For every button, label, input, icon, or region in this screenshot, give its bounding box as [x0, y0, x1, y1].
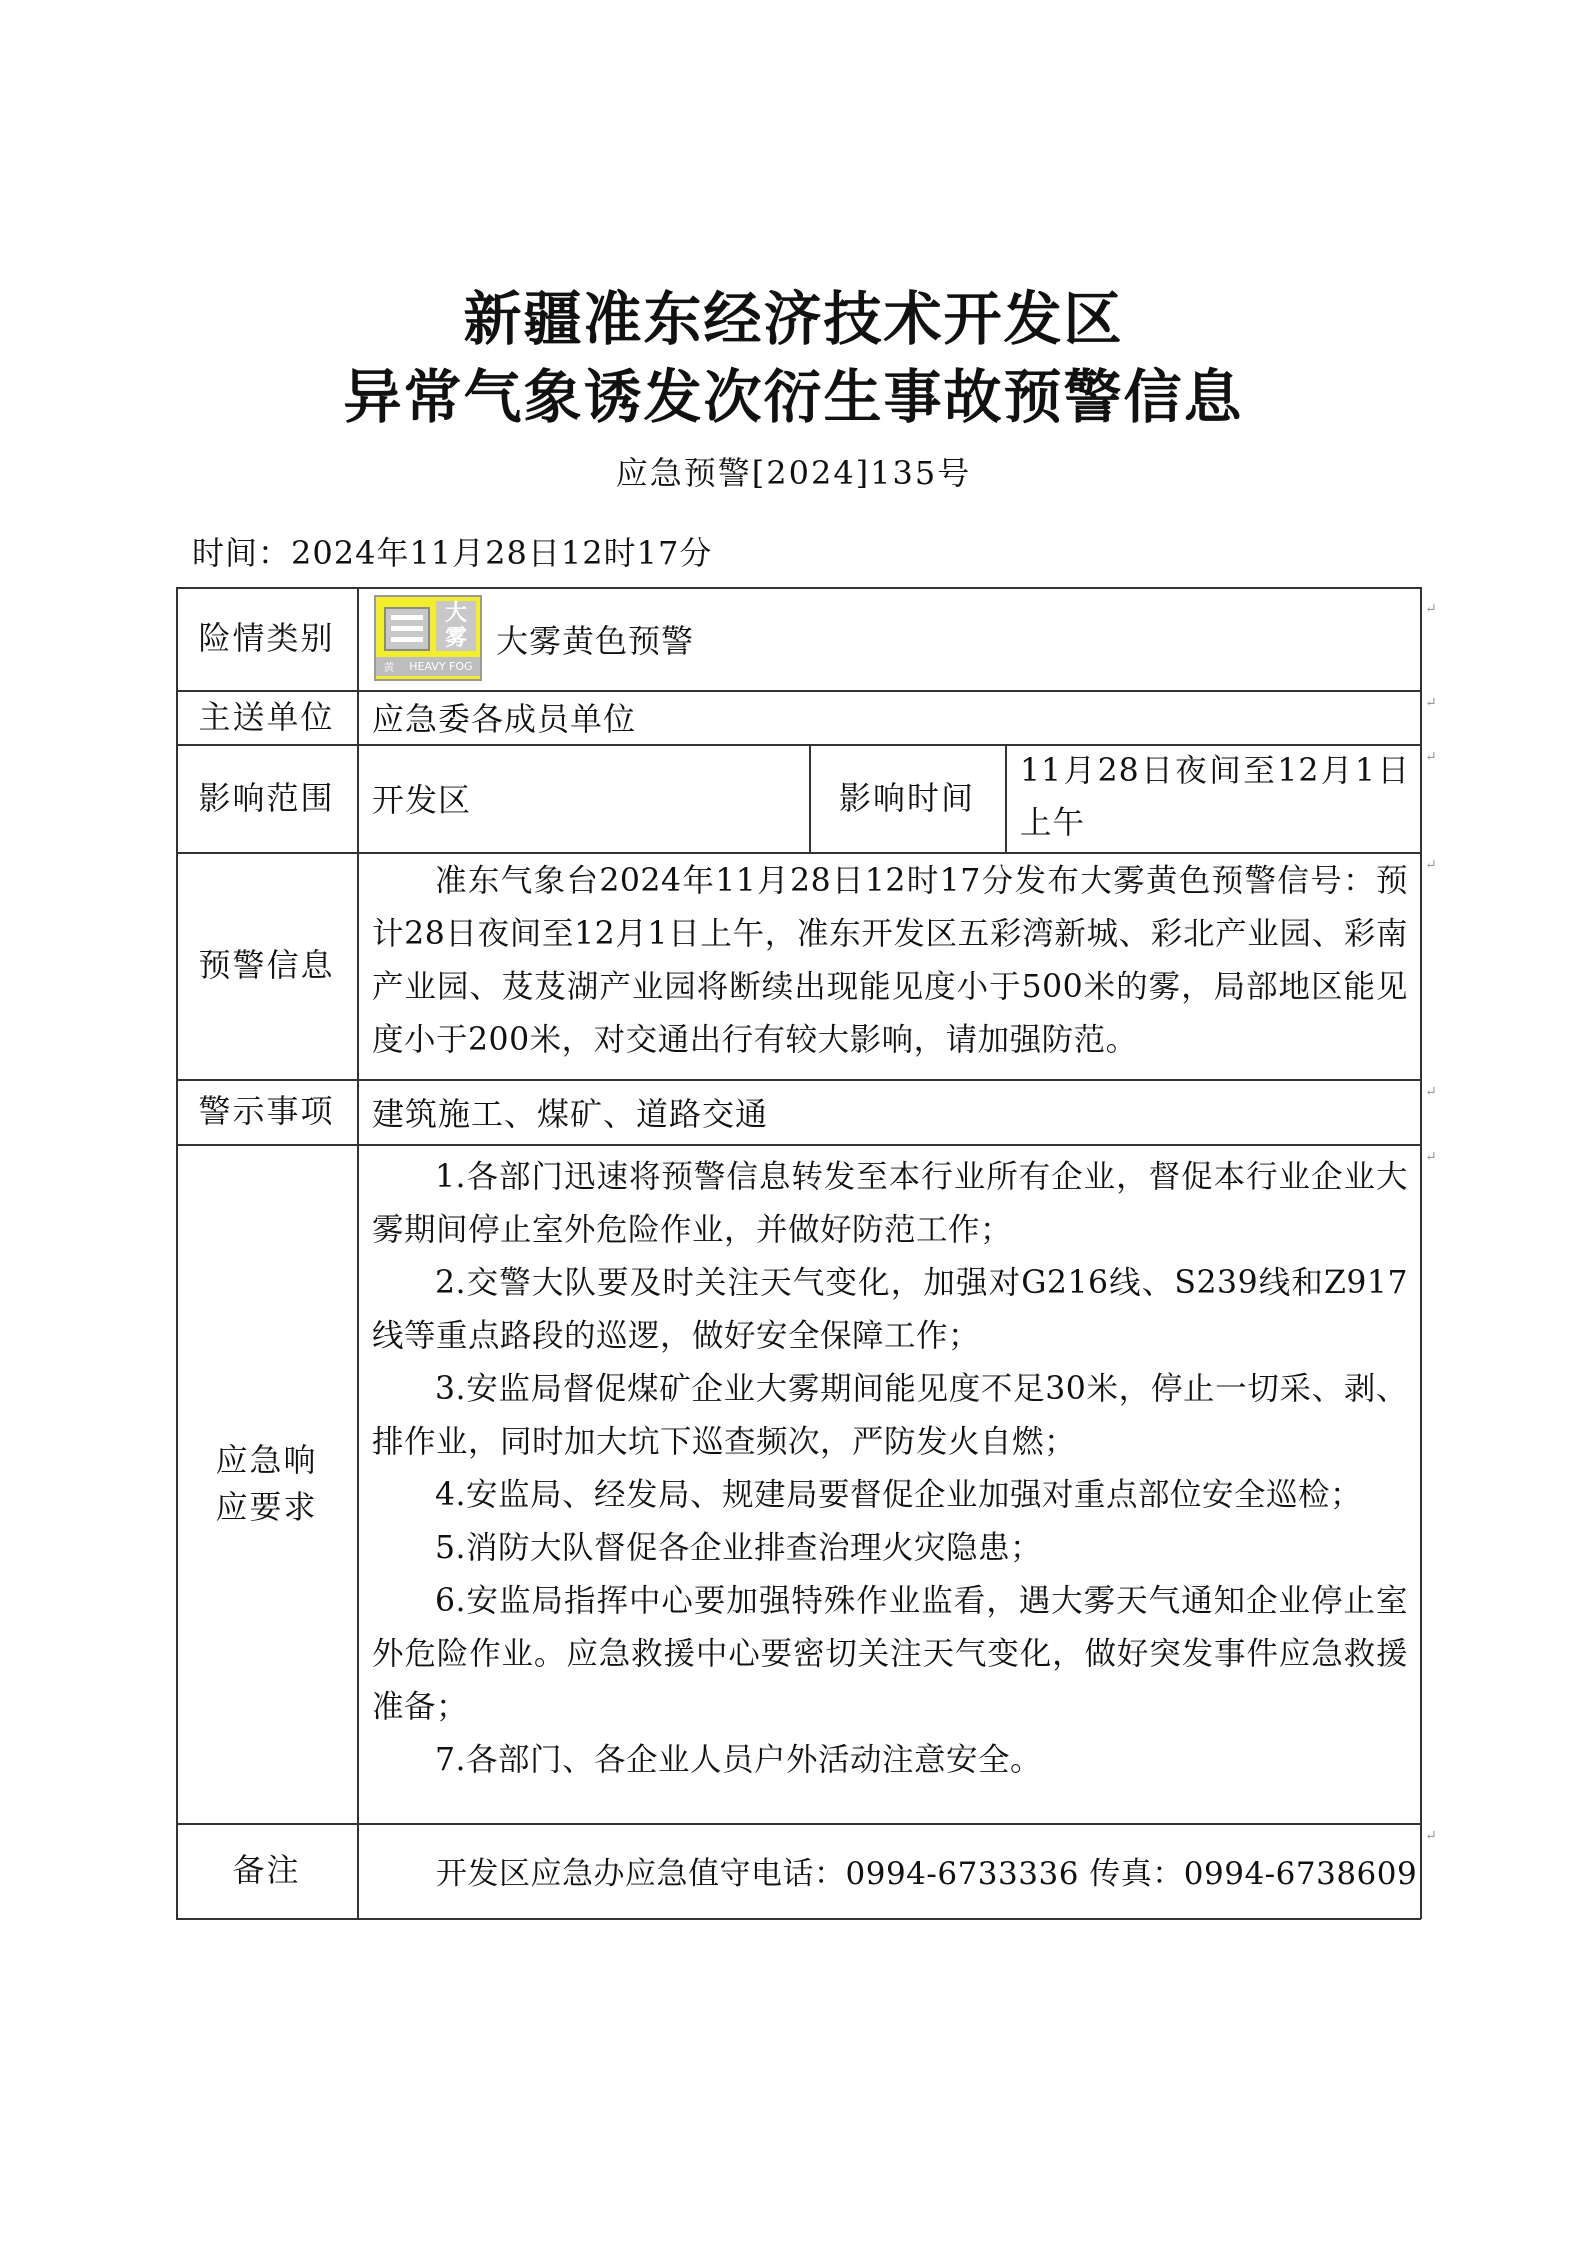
cell-end-mark: ↵ — [1425, 1828, 1437, 1844]
response-item: 4.安监局、经发局、规建局要督促企业加强对重点部位安全巡检； — [435, 1477, 1363, 1513]
heavy-fog-yellow-warning-icon — [374, 595, 482, 681]
cell-end-mark: ↵ — [1425, 1149, 1437, 1165]
issue-time: 时间：2024年11月28日12时17分 — [192, 534, 713, 572]
warning-table — [176, 587, 1437, 1919]
cell-end-mark: ↵ — [1425, 1084, 1437, 1100]
cell-end-mark: ↵ — [1425, 601, 1437, 617]
badge-footer-en: HEAVY FOG — [409, 660, 473, 673]
cell-end-mark: ↵ — [1425, 749, 1437, 765]
response-item: 6.安监局指挥中心要加强特殊作业监看，遇大雾天气通知企业停止室外危险作业。应急救援中心要密切关注天气变化，做好突发事件应急救援准备； — [372, 1583, 1408, 1725]
notices-label: 警示事项 — [198, 1092, 335, 1131]
notices-value: 建筑施工、煤矿、道路交通 — [372, 1094, 769, 1133]
response-item: 5.消防大队督促各企业排查治理火灾隐患； — [435, 1530, 1043, 1566]
badge-glyph: 大雾 — [436, 601, 476, 651]
impact-time-value: 11月28日夜间至12月1日上午 — [1020, 753, 1410, 841]
cell-end-mark: ↵ — [1425, 695, 1437, 711]
scope-label: 影响范围 — [198, 778, 335, 817]
hazard-type-label: 险情类别 — [198, 619, 335, 658]
warning-info-label: 预警信息 — [198, 946, 335, 985]
remarks-label: 备注 — [232, 1851, 301, 1890]
document-title-line1: 新疆准东经济技术开发区 — [463, 285, 1124, 353]
remarks-value: 开发区应急办应急值守电话：0994-6733336 传真：0994-6738609 — [436, 1856, 1418, 1892]
warning-info-text: 准东气象台2024年11月28日12时17分发布大雾黄色预警信号：预计28日夜间至12月1日上午，准东开发区五彩湾新城、彩北产业园、彩南产业园、芨芨湖产业园将断续出现能见度小于500米的雾，局部地区能见度小于200米，对交通出行有较大影响，请加强防范。 — [372, 863, 1408, 1058]
cell-end-mark: ↵ — [1425, 857, 1437, 873]
impact-time-label: 影响时间 — [838, 778, 975, 817]
recipient-value: 应急委各成员单位 — [372, 700, 637, 738]
response-list — [372, 1151, 1408, 1787]
badge-footer-cn: 黄 — [383, 660, 395, 674]
document-title-line2: 异常气象诱发次衍生事故预警信息 — [343, 363, 1244, 431]
response-item: 3.安监局督促煤矿企业大雾期间能见度不足30米，停止一切采、剥、排作业，同时加大坑下巡查频次，严防发火自燃； — [372, 1371, 1408, 1460]
scope-value: 开发区 — [372, 781, 472, 819]
recipient-label: 主送单位 — [198, 697, 335, 736]
response-label: 应急响应要求 — [215, 1441, 318, 1526]
response-item: 1.各部门迅速将预警信息转发至本行业所有企业，督促本行业企业大雾期间停止室外危险作业，并做好防范工作； — [372, 1159, 1408, 1248]
response-item: 7.各部门、各企业人员户外活动注意安全。 — [435, 1742, 1043, 1778]
response-item: 2.交警大队要及时关注天气变化，加强对G216线、S239线和Z917线等重点路段的巡逻，做好安全保障工作； — [372, 1265, 1408, 1354]
document-number: 应急预警[2024]135号 — [615, 454, 972, 492]
hazard-type-value: 大雾黄色预警 — [496, 621, 695, 660]
